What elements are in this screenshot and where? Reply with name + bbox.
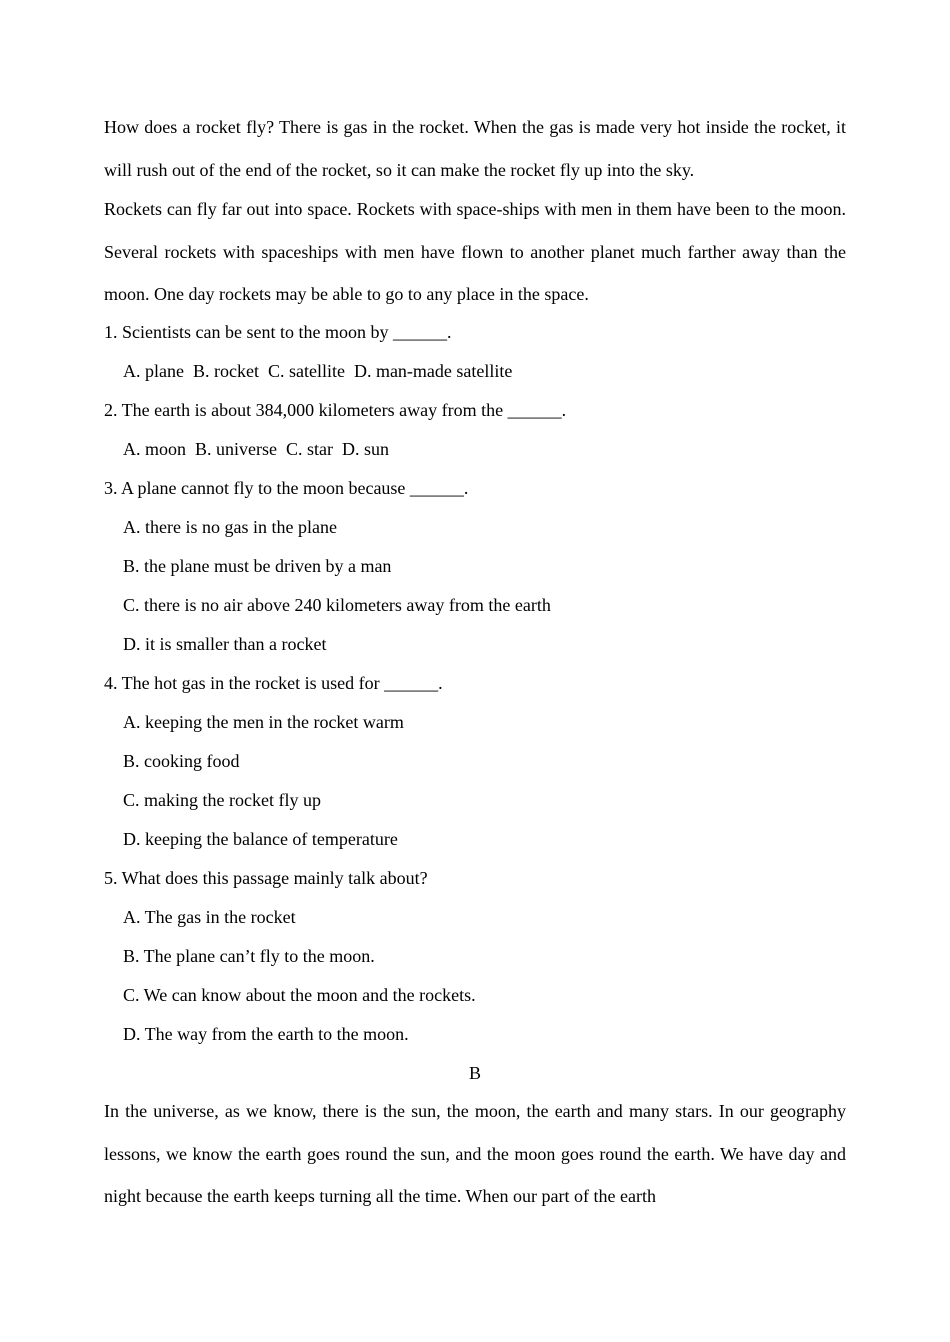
question-4-option-b: B. cooking food bbox=[123, 751, 240, 771]
section-b-heading: B bbox=[468, 1063, 481, 1083]
question-5-option-a: A. The gas in the rocket bbox=[123, 907, 296, 927]
question-4-option-c: C. making the rocket fly up bbox=[123, 790, 321, 810]
question-2-stem: 2. The earth is about 384,000 kilometers away from the ______. bbox=[104, 400, 567, 420]
question-2-options: A. moon B. universe C. star D. sun bbox=[123, 439, 389, 459]
question-4-option-d: D. keeping the balance of temperature bbox=[123, 829, 398, 849]
question-3-option-b: B. the plane must be driven by a man bbox=[123, 556, 392, 576]
question-3-option-d: D. it is smaller than a rocket bbox=[123, 634, 327, 654]
question-3-option-c: C. there is no air above 240 kilometers away from the earth bbox=[123, 595, 551, 615]
passage-b-paragraph-1: In the universe, as we know, there is the sun, the moon, the earth and many stars. In our geography lessons, we know the earth goes round the sun, and the moon goes round the earth. We have day and night because the earth keeps turning all the time. When our part of the earth bbox=[104, 1101, 846, 1206]
question-4-option-a: A. keeping the men in the rocket warm bbox=[123, 712, 404, 732]
passage-a-paragraph-1: How does a rocket fly? There is gas in the rocket. When the gas is made very hot inside the rocket, it will rush out of the end of the rocket, so it can make the rocket fly up into the sky. bbox=[104, 117, 846, 180]
question-5-stem: 5. What does this passage mainly talk about? bbox=[104, 868, 428, 888]
passage-a-paragraph-2: Rockets can fly far out into space. Rockets with space-ships with men in them have been to the moon. Several rockets with spaceships with men have flown to another planet much farther away than the moon. One day rockets may be able to go to any place in the space. bbox=[104, 199, 846, 304]
question-1-options: A. plane B. rocket C. satellite D. man-made satellite bbox=[123, 361, 513, 381]
question-3-stem: 3. A plane cannot fly to the moon because ______. bbox=[104, 478, 469, 498]
question-5-option-c: C. We can know about the moon and the rockets. bbox=[123, 985, 476, 1005]
question-4-stem: 4. The hot gas in the rocket is used for ______. bbox=[104, 673, 443, 693]
question-5-option-b: B. The plane can’t fly to the moon. bbox=[123, 946, 375, 966]
question-3-option-a: A. there is no gas in the plane bbox=[123, 517, 337, 537]
question-5-option-d: D. The way from the earth to the moon. bbox=[123, 1024, 409, 1044]
question-1-stem: 1. Scientists can be sent to the moon by ______. bbox=[104, 322, 452, 342]
